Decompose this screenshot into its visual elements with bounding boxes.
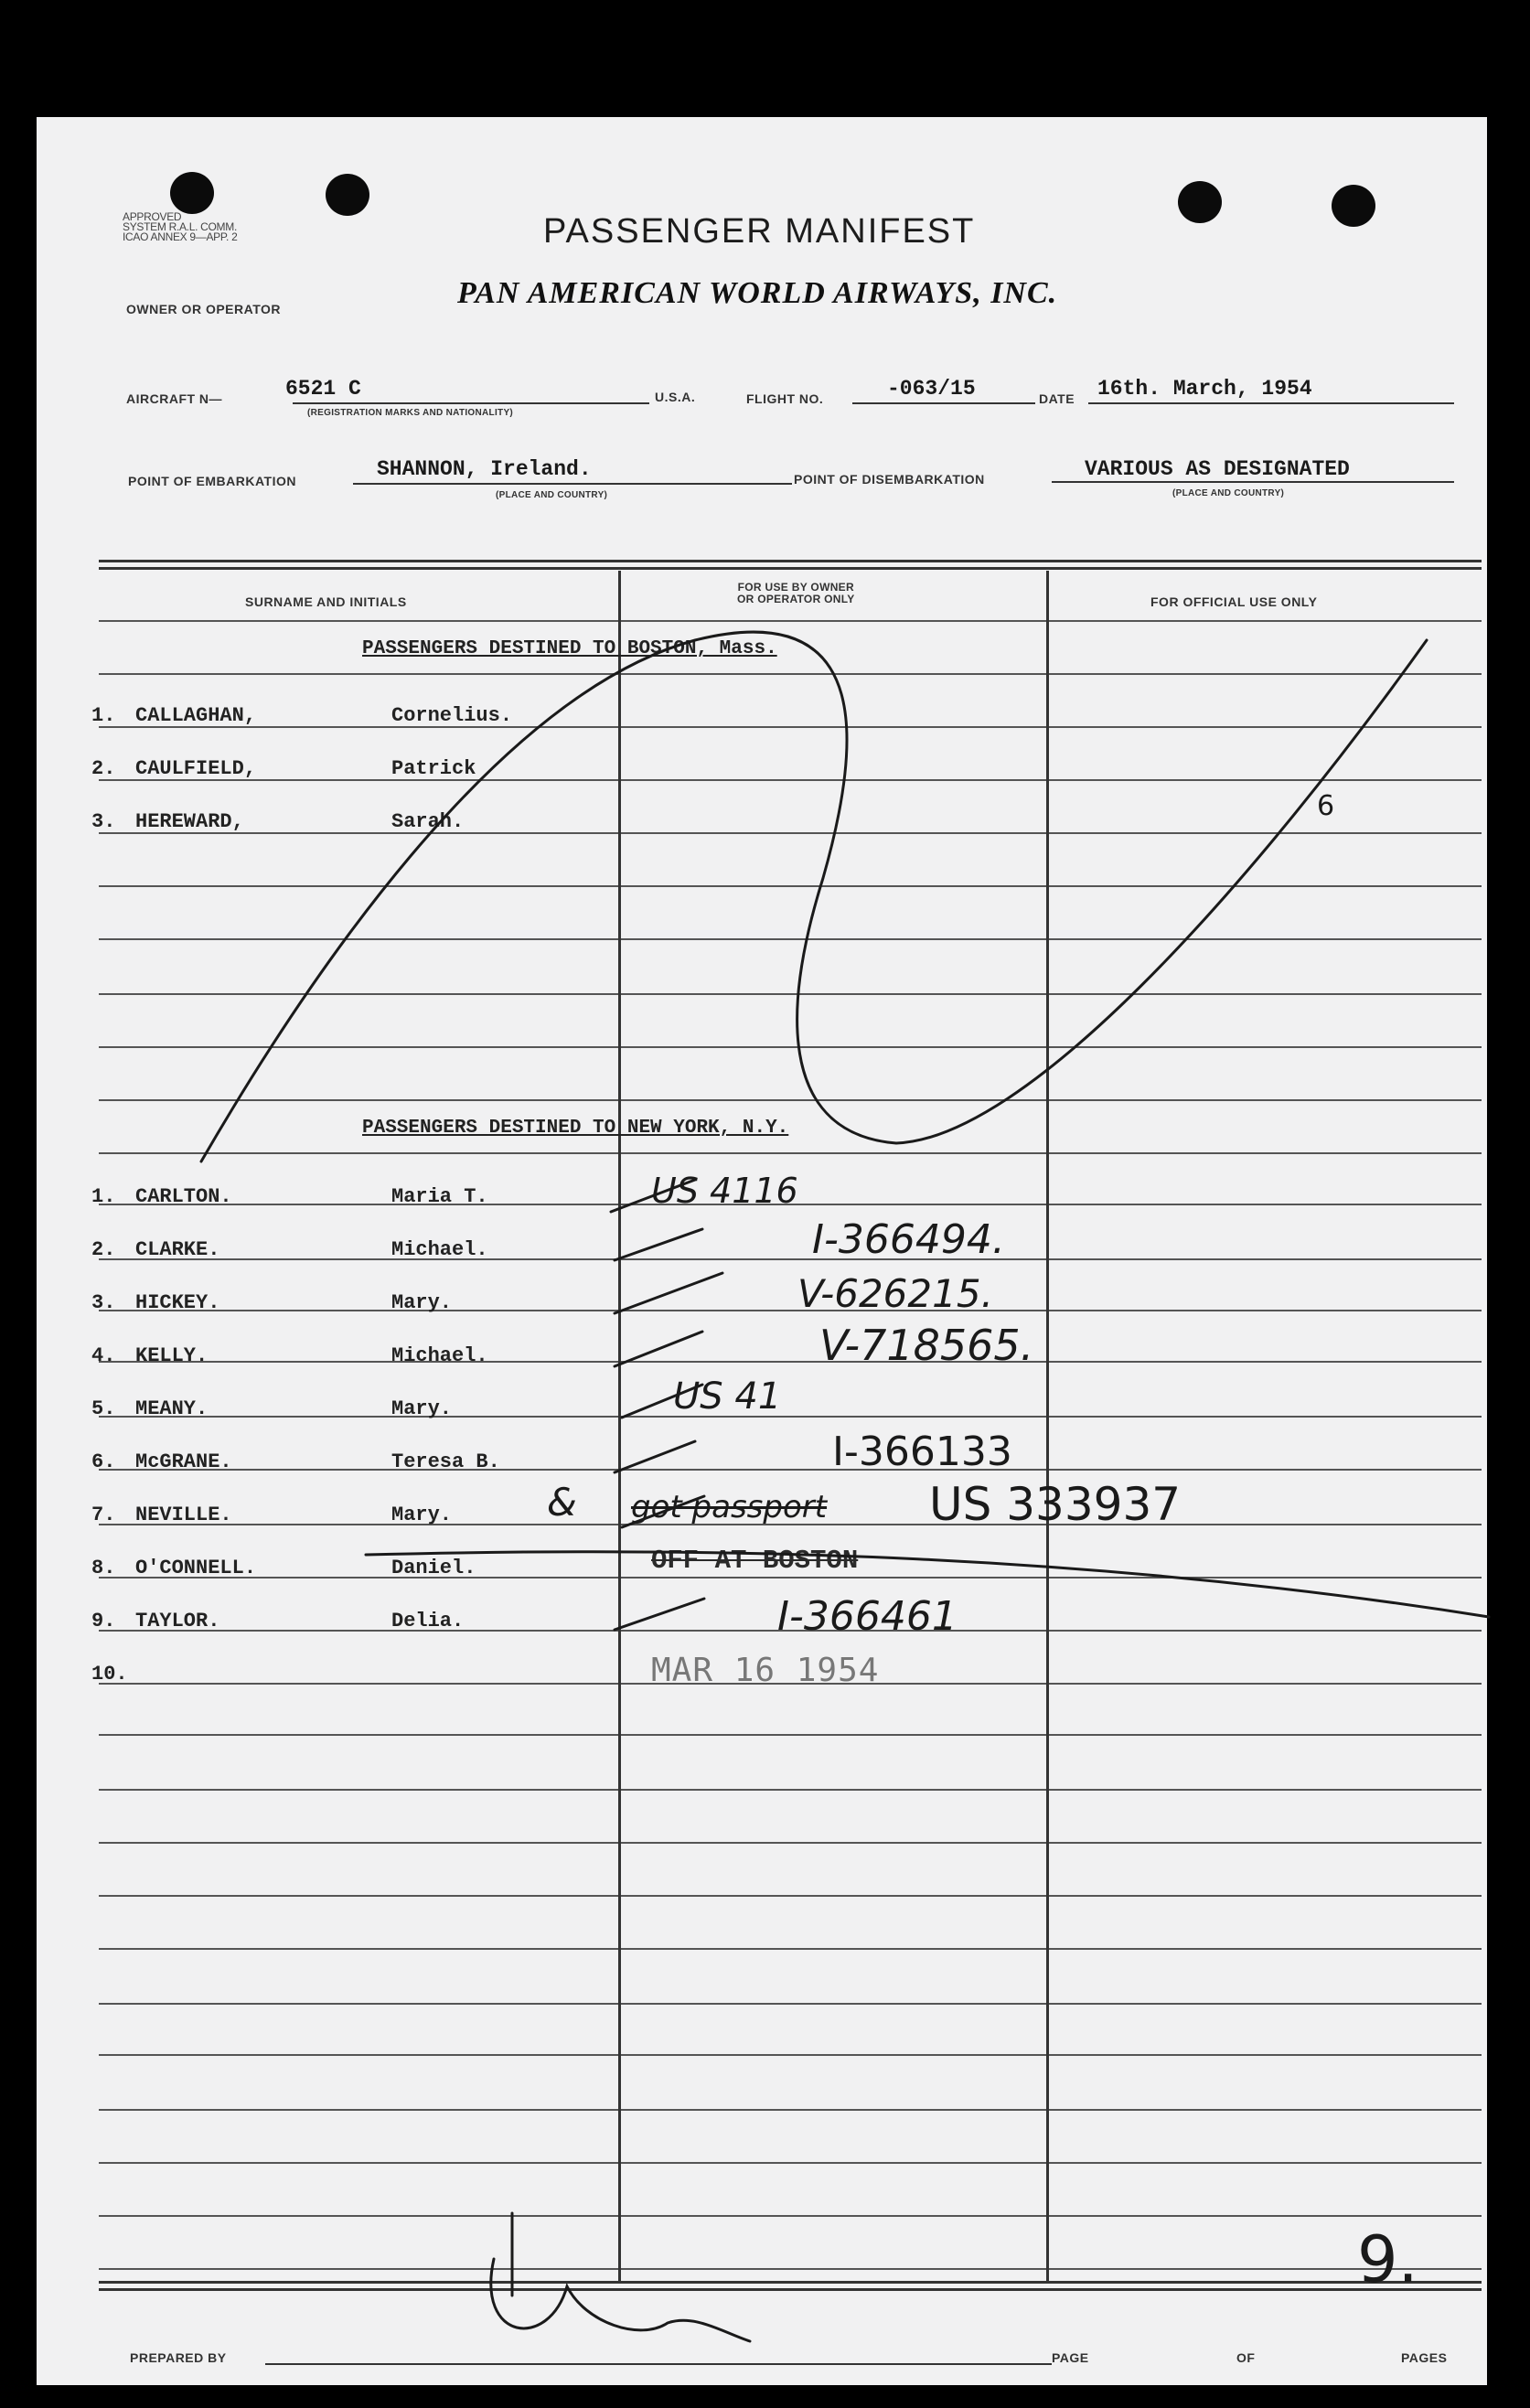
boston-loop-stroke (201, 632, 1427, 1161)
date-label: DATE (1039, 391, 1075, 406)
passenger-surname: KELLY. (135, 1344, 209, 1367)
registration-note: (REGISTRATION MARKS AND NATIONALITY) (307, 408, 514, 418)
boston-heading: PASSENGERS DESTINED TO BOSTON, Mass. (362, 638, 777, 659)
passport-note: V-718565. (819, 1321, 1034, 1370)
date-value: 16th. March, 1954 (1097, 377, 1312, 401)
row-number: 9. (91, 1610, 116, 1632)
row-number: 1. (91, 1185, 116, 1208)
row-number: 4. (91, 1344, 116, 1367)
passenger-surname: O'CONNELL. (135, 1557, 257, 1579)
passenger-surname: TAYLOR. (135, 1610, 220, 1632)
row-number: 3. (91, 1291, 116, 1314)
passenger-given-name: Mary. (391, 1291, 453, 1314)
of-label: OF (1236, 2350, 1256, 2365)
page-label: PAGE (1052, 2350, 1089, 2365)
column-header-surname: SURNAME AND INITIALS (245, 594, 407, 609)
tick-mark (622, 1385, 702, 1418)
passenger-given-name: Mary. (391, 1397, 453, 1420)
row-number: 1. (91, 704, 116, 727)
tick-mark (615, 1332, 702, 1366)
column-header-line: FOR USE BY OWNER (737, 581, 854, 594)
passenger-surname: NEVILLE. (135, 1504, 232, 1526)
passport-note: V-626215. (797, 1271, 993, 1316)
passenger-surname: CLARKE. (135, 1238, 220, 1261)
row-number: 5. (91, 1397, 116, 1420)
passenger-given-name: Michael. (391, 1344, 488, 1367)
row-number: 2. (91, 757, 116, 780)
signature-stroke (491, 2213, 750, 2341)
row-number: 8. (91, 1557, 116, 1579)
approval-line: ICAO ANNEX 9—APP. 2 (123, 230, 238, 243)
column-header-official: FOR OFFICIAL USE ONLY (1150, 594, 1318, 609)
struck-note: got passport (631, 1489, 828, 1525)
passenger-given-name: Daniel. (391, 1557, 476, 1579)
passenger-given-name: Cornelius. (391, 704, 513, 727)
aircraft-value: 6521 C (285, 377, 361, 401)
passenger-surname: HEREWARD, (135, 810, 244, 833)
tick-mark (615, 1599, 704, 1630)
newyork-heading: PASSENGERS DESTINED TO NEW YORK, N.Y. (362, 1118, 789, 1139)
passport-note: US 41 (673, 1375, 782, 1418)
passenger-surname: CARLTON. (135, 1185, 232, 1208)
approval-line: APPROVED (123, 210, 182, 223)
passenger-given-name: Michael. (391, 1238, 488, 1261)
operator-name: PAN AMERICAN WORLD AIRWAYS, INC. (457, 276, 1058, 310)
page-number: 9. (1357, 2222, 1418, 2297)
row-number: 7. (91, 1504, 116, 1526)
flight-value: -063/15 (887, 377, 976, 401)
owner-label: OWNER OR OPERATOR (126, 302, 281, 316)
passenger-surname: CALLAGHAN, (135, 704, 257, 727)
passenger-given-name: Mary. (391, 1504, 453, 1526)
passport-note: I-366494. (812, 1216, 1005, 1263)
column-header-line: OR OPERATOR ONLY (737, 593, 855, 605)
passenger-surname: McGRANE. (135, 1450, 232, 1473)
tick-mark (622, 1496, 704, 1527)
aircraft-label: AIRCRAFT N— (126, 391, 223, 406)
usa-label: U.S.A. (655, 390, 696, 404)
date-stamp: MAR 16 1954 (651, 1652, 880, 1689)
passenger-given-name: Maria T. (391, 1185, 488, 1208)
tick-mark (615, 1229, 702, 1260)
row-number: 10. (91, 1663, 128, 1686)
off-at-boston-note: OFF AT BOSTON (651, 1546, 859, 1576)
place-country-note: (PLACE AND COUNTRY) (496, 490, 608, 500)
tick-mark (615, 1273, 722, 1313)
row-number: 6. (91, 1450, 116, 1473)
prepared-by-label: PREPARED BY (130, 2350, 227, 2365)
tick-mark (611, 1180, 695, 1212)
disembarkation-label: POINT OF DISEMBARKATION (794, 472, 985, 487)
passport-note: I-366461 (777, 1593, 958, 1640)
approval-line: SYSTEM R.A.L. COMM. (123, 220, 237, 233)
cross-out-line (366, 1552, 1489, 1617)
place-country-note: (PLACE AND COUNTRY) (1172, 488, 1285, 498)
passport-note: US 333937 (929, 1478, 1182, 1531)
row-number: 3. (91, 810, 116, 833)
passenger-surname: MEANY. (135, 1397, 209, 1420)
passenger-given-name: Delia. (391, 1610, 465, 1632)
tick-mark (615, 1441, 695, 1472)
flight-label: FLIGHT NO. (746, 391, 824, 406)
document-title: PASSENGER MANIFEST (543, 212, 976, 251)
passenger-given-name: Teresa B. (391, 1450, 500, 1473)
passport-note: I-366133 (832, 1429, 1012, 1475)
passenger-surname: CAULFIELD, (135, 757, 257, 780)
row-number: 2. (91, 1238, 116, 1261)
official-mark: 6 (1317, 790, 1335, 822)
passenger-given-name: Sarah. (391, 810, 465, 833)
embarkation-value: SHANNON, Ireland. (377, 457, 592, 481)
passport-note: US 4116 (651, 1171, 798, 1211)
pages-label: PAGES (1401, 2350, 1448, 2365)
embarkation-label: POINT OF EMBARKATION (128, 474, 296, 488)
disembarkation-value: VARIOUS AS DESIGNATED (1085, 457, 1350, 481)
passenger-given-name: Patrick (391, 757, 476, 780)
ampersand-mark: & (547, 1480, 577, 1525)
passenger-surname: HICKEY. (135, 1291, 220, 1314)
